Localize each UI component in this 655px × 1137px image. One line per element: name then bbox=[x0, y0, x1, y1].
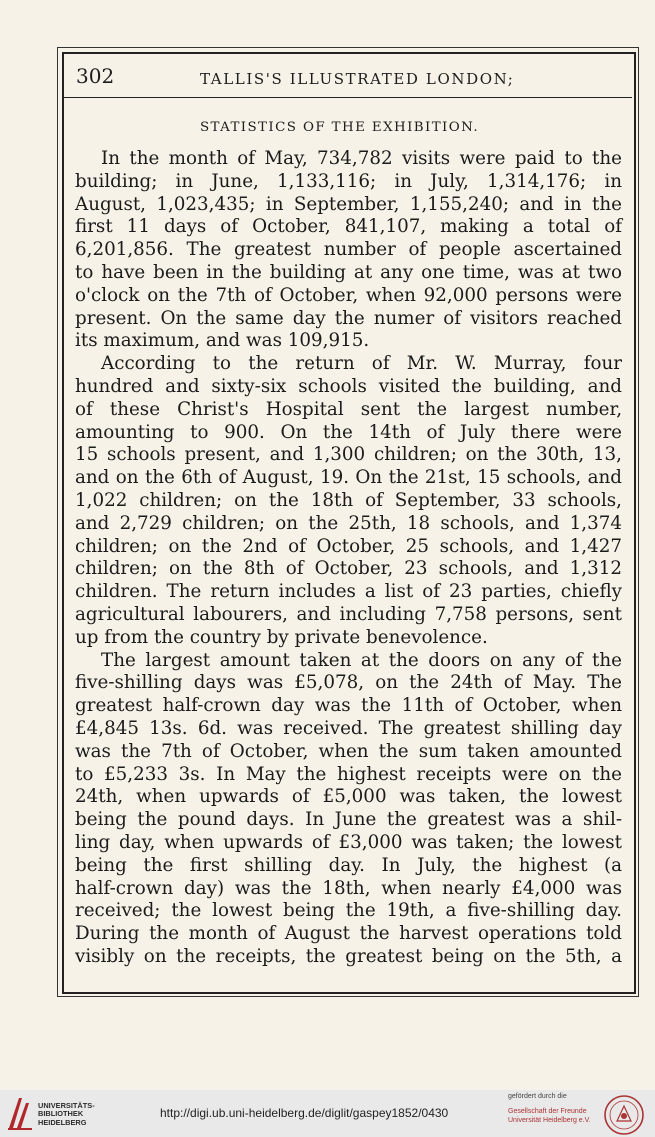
page-number: 302 bbox=[76, 64, 115, 88]
text-line: building; in June, 1,133,116; in July, 1,314,176; in bbox=[75, 170, 622, 192]
university-seal-icon bbox=[603, 1094, 645, 1136]
section-title: STATISTICS OF THE EXHIBITION. bbox=[199, 120, 480, 135]
text-line: was the 7th of October, when the sum taken amounted bbox=[75, 740, 622, 762]
text-line: children. The return includes a list of 23 parties, chiefly bbox=[75, 581, 622, 603]
library-name bbox=[38, 1102, 95, 1127]
text-line: The largest amount taken at the doors on any of the bbox=[101, 649, 622, 671]
text-line: greatest half-crown day was the 11th of October, when bbox=[75, 695, 622, 717]
text-line: £4,845 13s. 6d. was received. The greatest shilling day bbox=[75, 717, 622, 739]
text-line: visibly on the receipts, the greatest being on the 5th, a bbox=[75, 945, 622, 967]
text-line: received; the lowest being the 19th, a five-shilling day. bbox=[75, 900, 622, 922]
text-line: 1,022 children; on the 18th of September, 33 schools, bbox=[75, 489, 622, 511]
text-line: August, 1,023,435; in September, 1,155,240; and in the bbox=[75, 193, 622, 215]
text-line: children; on the 8th of October, 23 schools, and 1,312 bbox=[75, 558, 622, 580]
library-name-line: HEIDELBERG bbox=[38, 1117, 87, 1127]
text-line: and 2,729 children; on the 25th, 18 schools, and 1,374 bbox=[75, 512, 622, 534]
header-rule bbox=[64, 97, 632, 98]
text-line: present. On the same day the numer of visitors reached bbox=[75, 307, 622, 329]
sponsor-name-line: Gesellschaft der Freunde bbox=[508, 1108, 587, 1115]
text-line: being the first shilling day. In July, the highest (a bbox=[75, 854, 622, 876]
library-name-line: BIBLIOTHEK bbox=[38, 1109, 84, 1119]
text-line: its maximum, and was 109,915. bbox=[75, 330, 370, 352]
running-title: TALLIS'S ILLUSTRATED LONDON; bbox=[200, 70, 515, 88]
sponsor-name bbox=[508, 1108, 591, 1125]
text-line: 15 schools present, and 1,300 children; on the 30th, 13, bbox=[75, 444, 622, 466]
text-line: and on the 6th of August, 19. On the 21st, 15 schools, and bbox=[75, 467, 622, 489]
text-line: During the month of August the harvest operations told bbox=[75, 923, 622, 945]
text-line: half-crown day) was the 18th, when nearly £4,000 was bbox=[75, 877, 622, 899]
text-line: According to the return of Mr. W. Murray, four bbox=[101, 353, 622, 375]
text-line: up from the country by private benevolence. bbox=[75, 626, 488, 648]
text-line: o'clock on the 7th of October, when 92,000 persons were bbox=[75, 284, 622, 306]
text-line: 6,201,856. The greatest number of people ascertained bbox=[75, 239, 622, 261]
text-line: children; on the 2nd of October, 25 schools, and 1,427 bbox=[75, 535, 622, 557]
text-line: to £5,233 3s. In May the highest receipts were on the bbox=[75, 763, 622, 785]
text-line: agricultural labourers, and including 7,758 persons, sent bbox=[75, 603, 622, 625]
text-line: 24th, when upwards of £5,000 was taken, the lowest bbox=[75, 786, 622, 808]
text-line: to have been in the building at any one time, was at two bbox=[75, 261, 622, 283]
sponsor-name-line: Universität Heidelberg e.V. bbox=[508, 1116, 591, 1124]
body-text bbox=[75, 148, 622, 969]
text-line: of these Christ's Hospital sent the largest number, bbox=[75, 398, 622, 420]
sponsor-note: gefördert durch die bbox=[508, 1093, 567, 1100]
text-line: five-shilling days was £5,078, on the 24th of May. The bbox=[75, 672, 622, 694]
text-line: first 11 days of October, 841,107, making a total of bbox=[75, 216, 622, 238]
text-line: ling day, when upwards of £3,000 was taken; the lowest bbox=[75, 831, 622, 853]
text-line: hundred and sixty-six schools visited the building, and bbox=[75, 375, 622, 397]
permalink-url[interactable]: http://digi.ub.uni-heidelberg.de/diglit/gaspey1852/0430 bbox=[160, 1106, 449, 1120]
text-line: In the month of May, 734,782 visits were paid to the bbox=[101, 148, 622, 169]
text-line: amounting to 900. On the 14th of July there were bbox=[75, 421, 622, 443]
text-line: being the pound days. In June the greatest was a shil- bbox=[75, 809, 622, 831]
library-name-line: UNIVERSITÄTS- bbox=[38, 1101, 95, 1110]
university-library-logo-icon bbox=[6, 1095, 34, 1131]
